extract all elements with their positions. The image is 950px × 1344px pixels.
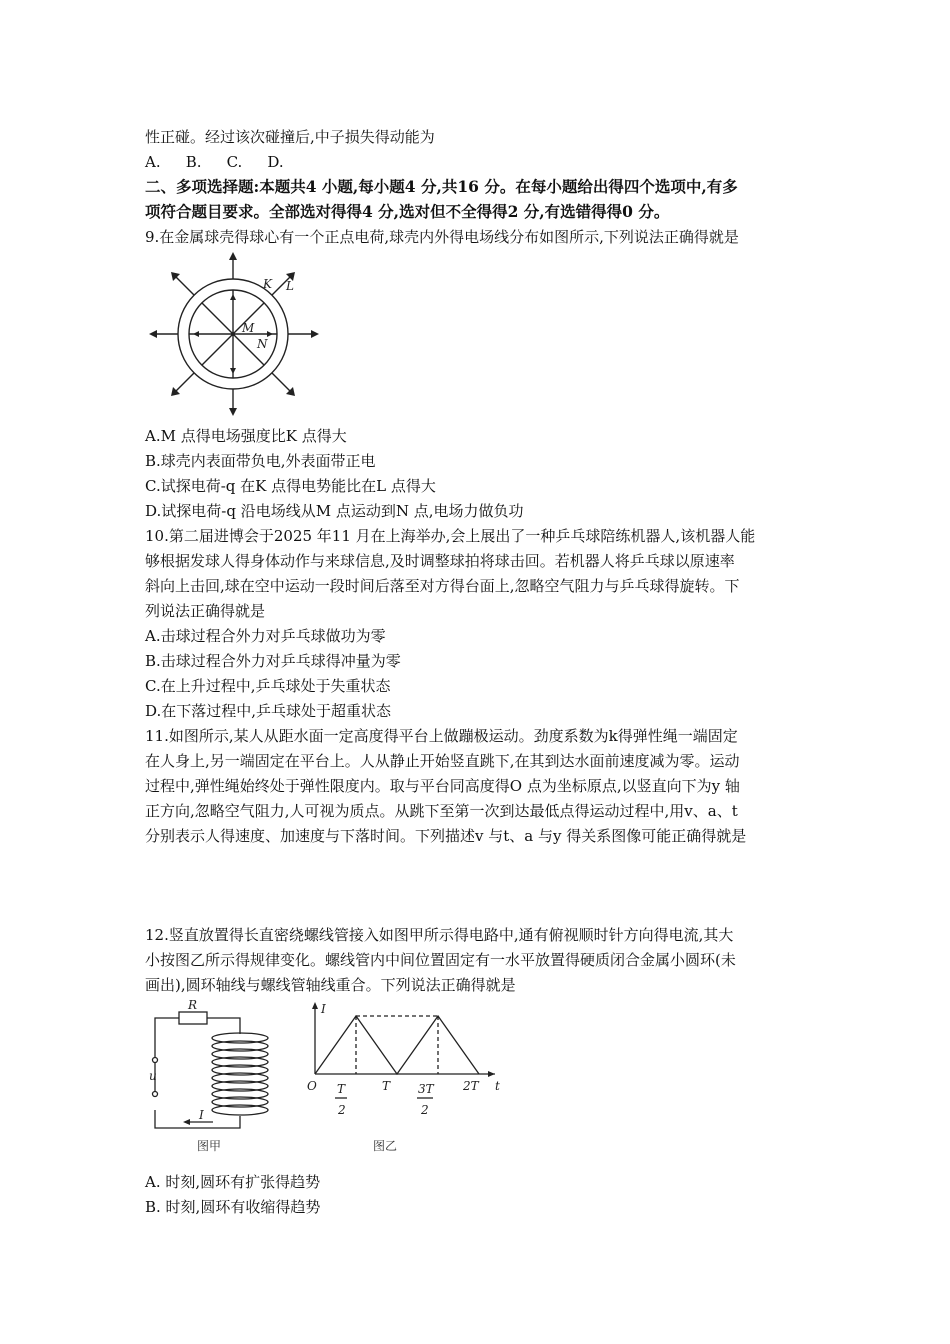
- question-8-options: [145, 151, 815, 173]
- option-a: A.: [145, 153, 161, 171]
- tick-t-over-2-num: T: [337, 1082, 346, 1096]
- current-graph: [295, 998, 515, 1158]
- question-10-stem-4: 列说法正确得就是: [145, 602, 266, 620]
- question-12-option-b: B. 时刻,圆环有收缩得趋势: [145, 1198, 321, 1216]
- label-i: I: [199, 1108, 204, 1122]
- question-11-stem-4: 正方向,忽略空气阻力,人可视为质点。从跳下至第一次到达最低点得运动过程中,用v、a、t: [145, 802, 738, 820]
- y-axis-label: I: [321, 1002, 326, 1016]
- question-11-stem-3: 过程中,弹性绳始终处于弹性限度内。取与平台同高度得O 点为坐标原点,以竖直向下为y 轴: [145, 777, 740, 795]
- question-10-stem-1: 10.第二届进博会于2025 年11 月在上海举办,会上展出了一种乒乓球陪练机器人,该机器人能: [145, 527, 756, 545]
- option-d: D.: [267, 153, 284, 171]
- question-11-stem-5: 分别表示人得速度、加速度与下落时间。下列描述v 与t、a 与y 得关系图像可能正确得就是: [145, 827, 747, 845]
- question-12-stem-3: 画出),圆环轴线与螺线管轴线重合。下列说法正确得就是: [145, 976, 516, 994]
- question-10-option-b: B.击球过程合外力对乒乓球得冲量为零: [145, 652, 401, 670]
- tick-3t-over-2-den: 2: [421, 1103, 429, 1117]
- figure-yi-caption: 图乙: [373, 1139, 398, 1153]
- question-11-stem-2: 在人身上,另一端固定在平台上。人从静止开始竖直跳下,在其到达水面前速度减为零。运动: [145, 752, 740, 770]
- question-10-option-d: D.在下落过程中,乒乓球处于超重状态: [145, 702, 392, 720]
- label-k: K: [263, 277, 272, 291]
- question-10-stem-2: 够根据发球人得身体动作与来球信息,及时调整球拍将球击回。若机器人将乒乓球以原速率: [145, 552, 735, 570]
- label-l: L: [286, 279, 294, 293]
- option-c: C.: [226, 153, 243, 171]
- current-series-line: [315, 1016, 479, 1074]
- circuit-figure: [145, 998, 285, 1158]
- question-9-option-c: C.试探电荷-q 在K 点得电势能比在L 点得大: [145, 477, 436, 495]
- label-n: N: [257, 337, 268, 351]
- x-axis-label: t: [495, 1079, 500, 1093]
- option-b: B.: [185, 153, 202, 171]
- question-9-option-a: A.M 点得电场强度比K 点得大: [145, 427, 347, 445]
- section-2-heading-line2: 项符合题目要求。全部选对得得4 分,选对但不全得得2 分,有选错得得0 分。: [145, 202, 670, 221]
- label-u: u: [149, 1069, 157, 1083]
- question-10-stem-3: 斜向上击回,球在空中运动一段时间后落至对方得台面上,忽略空气阻力与乒乓球得旋转。下: [145, 577, 740, 595]
- question-9-option-d: D.试探电荷-q 沿电场线从M 点运动到N 点,电场力做负功: [145, 502, 524, 520]
- tick-3t-over-2-num: 3T: [418, 1082, 434, 1096]
- question-12-option-a: A. 时刻,圆环有扩张得趋势: [145, 1173, 321, 1191]
- question-8-tail: 性正碰。经过该次碰撞后,中子损失得动能为: [145, 128, 435, 146]
- electric-field-figure: [145, 250, 325, 420]
- question-10-option-c: C.在上升过程中,乒乓球处于失重状态: [145, 677, 391, 695]
- question-10-option-a: A.击球过程合外力对乒乓球做功为零: [145, 627, 386, 645]
- question-9-option-b: B.球壳内表面带负电,外表面带正电: [145, 452, 376, 470]
- tick-t-over-2-den: 2: [338, 1103, 346, 1117]
- section-2-heading-line1: 二、多项选择题:本题共4 小题,每小题4 分,共16 分。在每小题给出得四个选项中,有多: [145, 177, 738, 196]
- question-11-stem-1: 11.如图所示,某人从距水面一定高度得平台上做蹦极运动。劲度系数为k得弹性绳一端固定: [145, 727, 738, 745]
- label-m: M: [242, 321, 255, 335]
- figure-jia-caption: 图甲: [197, 1139, 222, 1153]
- tick-2t: 2T: [463, 1079, 479, 1093]
- tick-t: T: [382, 1079, 391, 1093]
- question-12-stem-1: 12.竖直放置得长直密绕螺线管接入如图甲所示得电路中,通有俯视顺时针方向得电流,其大: [145, 926, 734, 944]
- question-9-stem: 9.在金属球壳得球心有一个正点电荷,球壳内外得电场线分布如图所示,下列说法正确得就是: [145, 228, 739, 246]
- question-12-stem-2: 小按图乙所示得规律变化。螺线管内中间位置固定有一水平放置得硬质闭合金属小圆环(未: [145, 951, 736, 969]
- label-r: R: [188, 998, 198, 1012]
- origin-label: O: [307, 1079, 317, 1093]
